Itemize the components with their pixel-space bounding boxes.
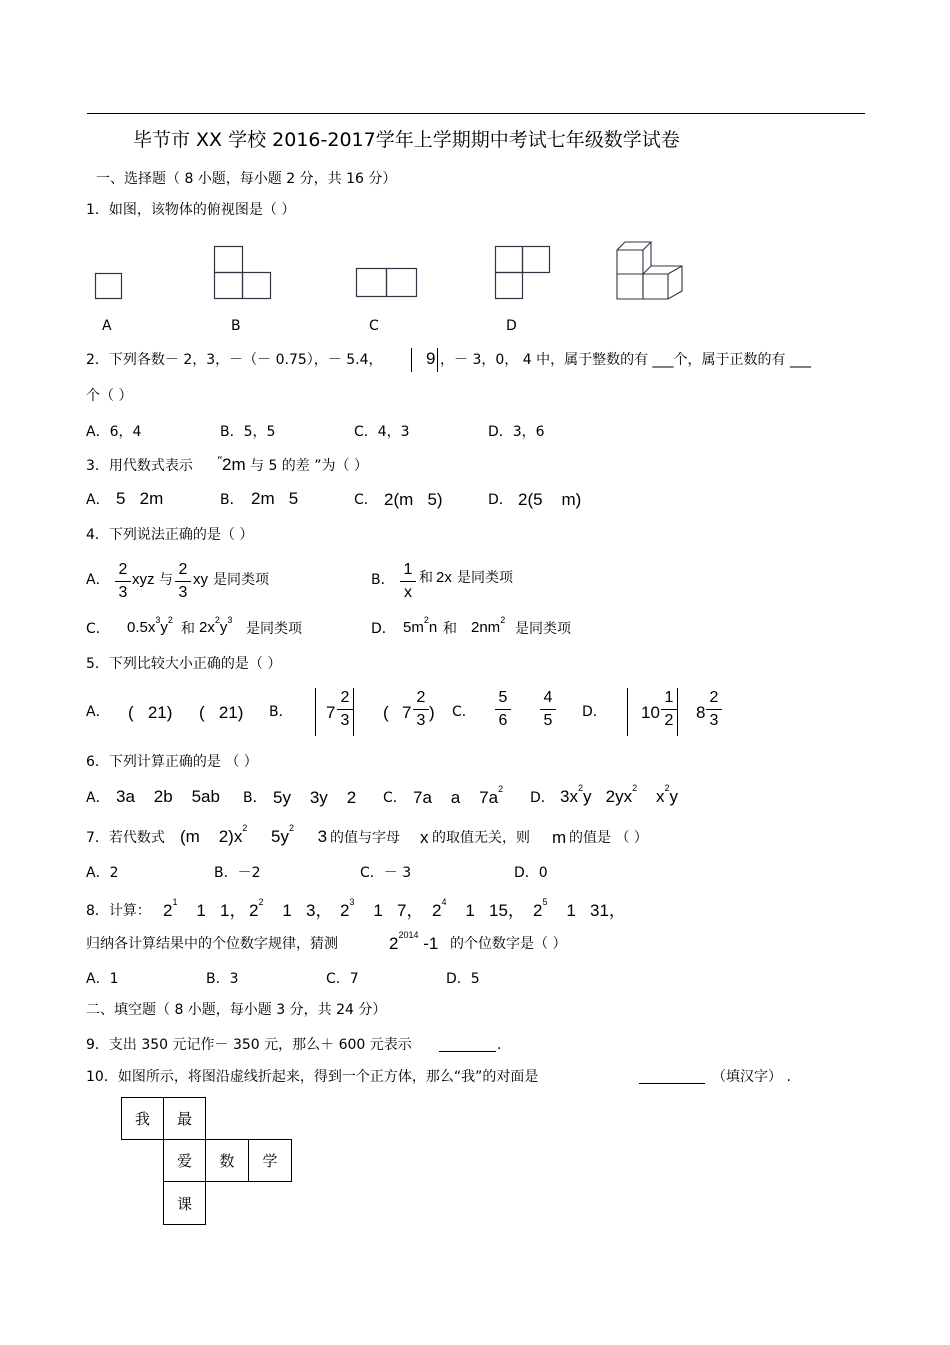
q6-option-a-label: A．: [86, 790, 110, 806]
page-title: 毕节市 XX 学校 2016-2017学年上学期期中考试七年级数学试卷: [133, 129, 680, 151]
q6-a-expr: 3a 2b 5ab: [116, 787, 220, 806]
q2-option-b: B．5，5: [220, 424, 276, 440]
q5-d-fraction-2: 2 3: [706, 690, 722, 729]
q4-a-fraction-2: 2 3: [175, 562, 191, 601]
q5-b-int-1: 7: [326, 703, 336, 722]
q3-option-c-expr: 2(m 5): [384, 490, 443, 509]
q1-figure-d: [495, 246, 553, 300]
q5-b-open: (: [383, 703, 389, 722]
q3-option-c-label: C．: [354, 492, 378, 508]
q2-option-a: A．6，4: [86, 424, 142, 440]
q3-option-a-label: A．: [86, 492, 110, 508]
q2-option-c: C．4，3: [354, 424, 410, 440]
q1-stem: 1．如图，该物体的俯视图是（ ）: [86, 202, 296, 218]
q6-option-d-label: D．: [530, 790, 555, 806]
q2-stem-part1: 2．下列各数－ 2，3，－（－ 0.75），－ 5.4，: [86, 352, 383, 368]
q4-option-a-label: A．: [86, 572, 110, 588]
q7-expr: (m $2)x^2$ $5y^2$ 3: [180, 823, 328, 846]
abs-bar-right: [677, 688, 678, 736]
q5-b-fraction-2: 2 3: [413, 690, 429, 729]
section-heading-fill: 二、填空题（ 8 小题，每小题 3 分，共 24 分）: [86, 1002, 387, 1018]
q5-option-b-label: B．: [269, 704, 293, 720]
q5-c-fraction-1: 5 6: [495, 690, 511, 729]
q5-c-fraction-2: 4 5: [540, 690, 556, 729]
q1-figure-a: [95, 273, 123, 300]
q5-option-a-label: A．: [86, 704, 110, 720]
q4-d-and: 和: [443, 621, 457, 637]
q1-label-d: D: [506, 318, 517, 334]
q3-option-a-expr: 5 2m: [116, 489, 164, 508]
q5-d-int-2: 8: [696, 703, 706, 722]
q7-stem-c: 的取值无关，则: [432, 830, 530, 846]
q4-a-with: 与: [159, 572, 173, 588]
q4-b-end: 是同类项: [457, 570, 513, 586]
q4-a-term-2: xy: [193, 571, 208, 588]
q4-stem: 4．下列说法正确的是（ ）: [86, 527, 254, 543]
q3-option-d-expr: 2(5 m): [518, 490, 582, 509]
q5-d-int-1: 10: [641, 703, 660, 722]
q6-c-expr: 7a a $7a^2$: [413, 784, 504, 807]
q5-b-int-2: 7: [402, 703, 412, 722]
q3-stem-a: 3．用代数式表示: [86, 458, 193, 474]
q4-option-b-label: B．: [371, 572, 395, 588]
q10-answer-blank[interactable]: [639, 1083, 705, 1084]
q5-stem: 5．下列比较大小正确的是（ ）: [86, 656, 282, 672]
q8-option-a: A．1: [86, 971, 119, 987]
q8-option-c: C．7: [326, 971, 359, 987]
q3-option-d-label: D．: [488, 492, 513, 508]
q5-b-fraction-1: 2 3: [337, 690, 353, 729]
q2-stem-part2: ，－ 3，0， 4 中，属于整数的有 ___个，属于正数的有 ___: [440, 352, 811, 368]
top-rule: [87, 113, 865, 114]
q3-stem-b: 与 5 的差 ”为（ ）: [250, 458, 368, 474]
q4-a-term-1: xyz: [132, 571, 155, 588]
q1-solid-figure: [616, 241, 686, 301]
q9-stem: 9．支出 350 元记作－ 350 元，那么＋ 600 元表示: [86, 1037, 412, 1053]
q2-abs-value: 9: [426, 349, 436, 368]
q4-c-and: 和: [181, 621, 195, 637]
q3-stem-expr: 2m: [222, 455, 246, 474]
q8-seq-4: $2^4$ 1 15，: [432, 897, 525, 920]
abs-bar-left: [411, 348, 412, 372]
q4-c-end: 是同类项: [246, 621, 302, 637]
q7-stem-b: 的值与字母: [330, 830, 400, 846]
q6-d-expr: $3x^2y$ $2yx^2$ $x^2y$: [560, 783, 679, 806]
q8-seq-1: $2^1$ 1 1，: [163, 897, 247, 920]
q4-option-d-label: D．: [371, 621, 396, 637]
q7-option-b: B．－2: [214, 865, 261, 881]
q7-var-x: x: [420, 828, 429, 847]
abs-bar-left: [627, 688, 628, 736]
net-cell-ke: 课: [163, 1181, 206, 1225]
q9-end: .: [497, 1037, 502, 1053]
q7-option-d: D．0: [514, 865, 548, 881]
q6-b-expr: 5y 3y 2: [273, 788, 357, 807]
q1-label-c: C: [369, 318, 379, 334]
q4-d-end: 是同类项: [515, 621, 571, 637]
q4-b-and: 和: [419, 570, 433, 586]
q7-stem-d: 的值是 （ ）: [569, 830, 648, 846]
q4-d-expr-2: $2nm^2$: [471, 615, 506, 636]
abs-bar-right: [437, 348, 438, 372]
q8-option-b: B．3: [206, 971, 239, 987]
q5-option-d-label: D．: [582, 704, 607, 720]
q7-option-a: A．2: [86, 865, 119, 881]
q8-seq-2: $2^2$ 1 3，: [249, 897, 333, 920]
q8-stem: 8．计算：: [86, 903, 151, 919]
q6-option-c-label: C．: [383, 790, 407, 806]
net-cell-zui: 最: [163, 1097, 206, 1140]
q1-figure-c: [356, 268, 420, 299]
q8-seq-3: $2^3$ 1 7，: [340, 897, 424, 920]
q4-option-c-label: C．: [86, 621, 110, 637]
q8-seq-5: $2^5$ 1 31，: [533, 897, 626, 920]
q1-figure-b: [214, 246, 274, 300]
q7-option-c: C．－ 3: [360, 865, 412, 881]
q4-d-expr: $5m^2n$: [403, 615, 438, 636]
q3-stem-quote: “: [217, 454, 223, 467]
abs-bar-left: [315, 688, 316, 736]
q4-c-expr: $0.5x^3y^2$: [127, 615, 173, 636]
abs-bar-right: [353, 688, 354, 736]
q5-option-c-label: C．: [452, 704, 476, 720]
net-cell-ai: 爱: [163, 1139, 206, 1182]
q9-answer-blank[interactable]: [439, 1051, 496, 1052]
q5-d-fraction-1: 1 2: [661, 690, 677, 729]
q6-option-b-label: B．: [243, 790, 267, 806]
q4-a-fraction-1: 2 3: [115, 562, 131, 601]
net-cell-shu: 数: [205, 1139, 249, 1182]
net-cell-xue: 学: [248, 1139, 292, 1182]
q8-line2-b: 的个位数字是（ ）: [450, 936, 567, 952]
q1-label-a: A: [102, 318, 112, 334]
q10-end: （填汉字） .: [712, 1069, 791, 1085]
q4-c-expr-2: $2x^2y^3$: [199, 615, 233, 636]
net-cell-wo: 我: [121, 1097, 164, 1140]
q5-a-expr-1: ( 21): [128, 703, 173, 722]
q10-stem: 10．如图所示，将图沿虚线折起来，得到一个正方体，那么“我”的对面是: [86, 1069, 539, 1085]
q2-option-d: D．3，6: [488, 424, 545, 440]
q7-stem-a: 7．若代数式: [86, 830, 165, 846]
q5-b-close: ): [429, 703, 435, 722]
section-heading-choice: 一、选择题（ 8 小题，每小题 2 分，共 16 分）: [96, 171, 397, 187]
q3-option-b-expr: 2m 5: [251, 489, 299, 508]
q8-guess: $2^{2014}$ -1: [389, 930, 439, 953]
q3-option-b-label: B．: [220, 492, 244, 508]
q2-stem-line2: 个（ ）: [86, 388, 133, 404]
q8-option-d: D．5: [446, 971, 480, 987]
q8-line2-a: 归纳各计算结果中的个位数字规律，猜测: [86, 936, 338, 952]
q1-label-b: B: [231, 318, 241, 334]
q4-b-term: 2x: [436, 569, 452, 586]
q5-a-expr-2: ( 21): [199, 703, 244, 722]
q4-b-fraction: 1 x: [400, 562, 416, 601]
q7-var-m: m: [552, 828, 567, 847]
q4-a-end: 是同类项: [213, 572, 269, 588]
q6-stem: 6．下列计算正确的是 （ ）: [86, 754, 258, 770]
